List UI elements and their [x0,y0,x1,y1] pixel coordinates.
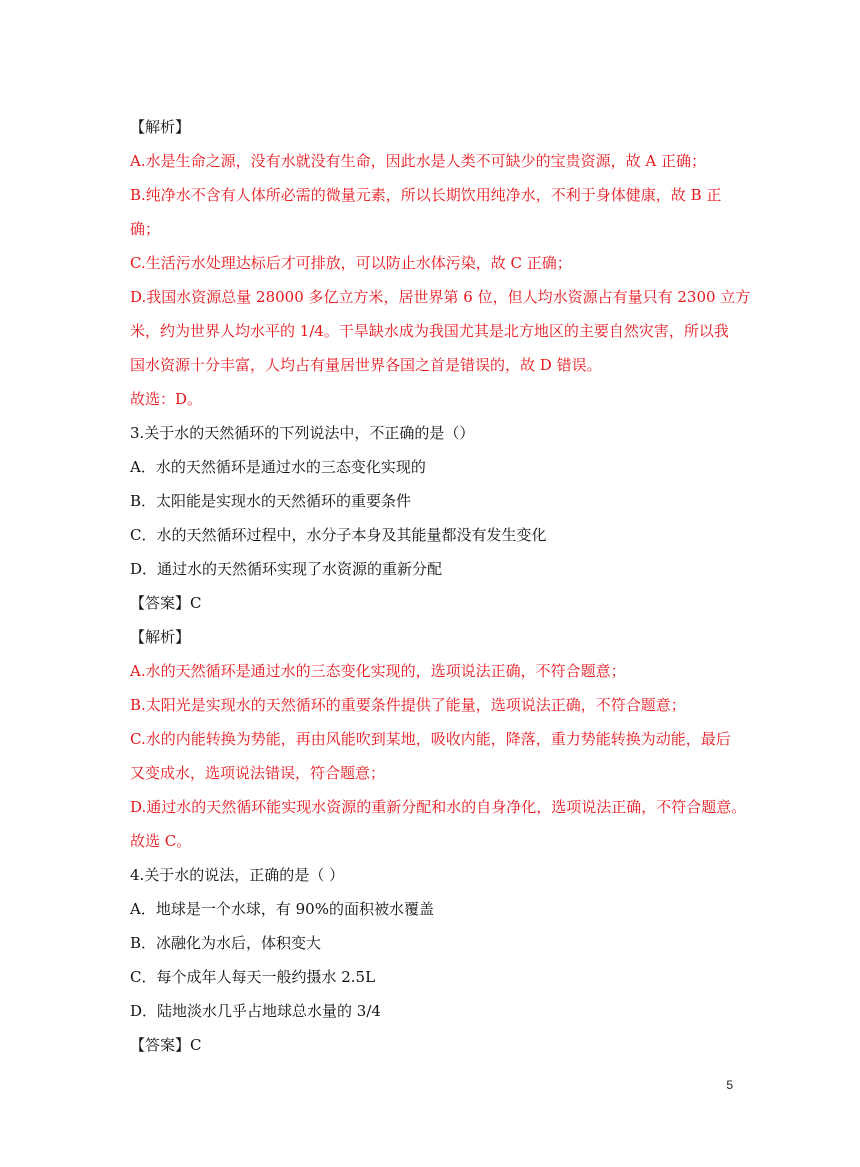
page-number: 5 [726,1078,733,1092]
analysis-line: C.生活污水处理达标后才可排放，可以防止水体污染，故 C 正确； [130,254,572,272]
question-3-option-c: C．水的天然循环过程中，水分子本身及其能量都没有发生变化 [130,526,547,544]
question-3-answer: 【答案】C [130,594,202,612]
question-3-analysis-line: D.通过水的天然循环能实现水资源的重新分配和水的自身净化，选项说法正确，不符合题意。 [130,798,747,816]
question-3-analysis-line: A.水的天然循环是通过水的三态变化实现的，选项说法正确，不符合题意； [130,662,626,680]
analysis-line: 确； [130,220,161,238]
question-3-analysis-line: B.太阳光是实现水的天然循环的重要条件提供了能量，选项说法正确，不符合题意； [130,696,686,714]
question-4-stem: 4.关于水的说法，正确的是（ ） [130,866,345,884]
analysis-line: 国水资源十分丰富，人均占有量居世界各国之首是错误的，故 D 错误。 [130,356,602,374]
question-3-option-b: B．太阳能是实现水的天然循环的重要条件 [130,492,412,510]
question-3-conclusion: 故选 C。 [130,832,192,850]
question-4-answer: 【答案】C [130,1036,202,1054]
question-3-analysis-line: C.水的内能转换为势能，再由风能吹到某地，吸收内能，降落，重力势能转换为动能，最后 [130,730,731,748]
analysis-line: 米，约为世界人均水平的 1/4。干旱缺水成为我国尤其是北方地区的主要自然灾害，所以我 [130,322,729,340]
question-3-option-d: D．通过水的天然循环实现了水资源的重新分配 [130,560,443,578]
question-3-analysis-line: 又变成水，选项说法错误，符合题意； [130,764,386,782]
question-3-stem: 3.关于水的天然循环的下列说法中，不正确的是（） [130,424,475,442]
page-content [130,110,751,1062]
question-4-option-c: C．每个成年人每天一般约摄水 2.5L [130,968,376,986]
conclusion-line: 故选：D。 [130,390,203,408]
question-4-option-a: A．地球是一个水球，有 90%的面积被水覆盖 [130,900,434,918]
question-3-option-a: A．水的天然循环是通过水的三态变化实现的 [130,458,426,476]
question-4-option-d: D．陆地淡水几乎占地球总水量的 3/4 [130,1002,381,1020]
analysis-line: B.纯净水不含有人体所必需的微量元素，所以长期饮用纯净水，不利于身体健康，故 B 正 [130,186,722,204]
question-4-option-b: B．冰融化为水后，体积变大 [130,934,322,952]
question-3-analysis-label: 【解析】 [130,628,191,646]
analysis-line: A.水是生命之源，没有水就没有生命，因此水是人类不可缺少的宝贵资源，故 A 正确； [130,152,706,170]
analysis-line: D.我国水资源总量 28000 多亿立方米，居世界第 6 位，但人均水资源占有量只有 2300 立方 [130,288,751,306]
analysis-label: 【解析】 [130,118,191,136]
